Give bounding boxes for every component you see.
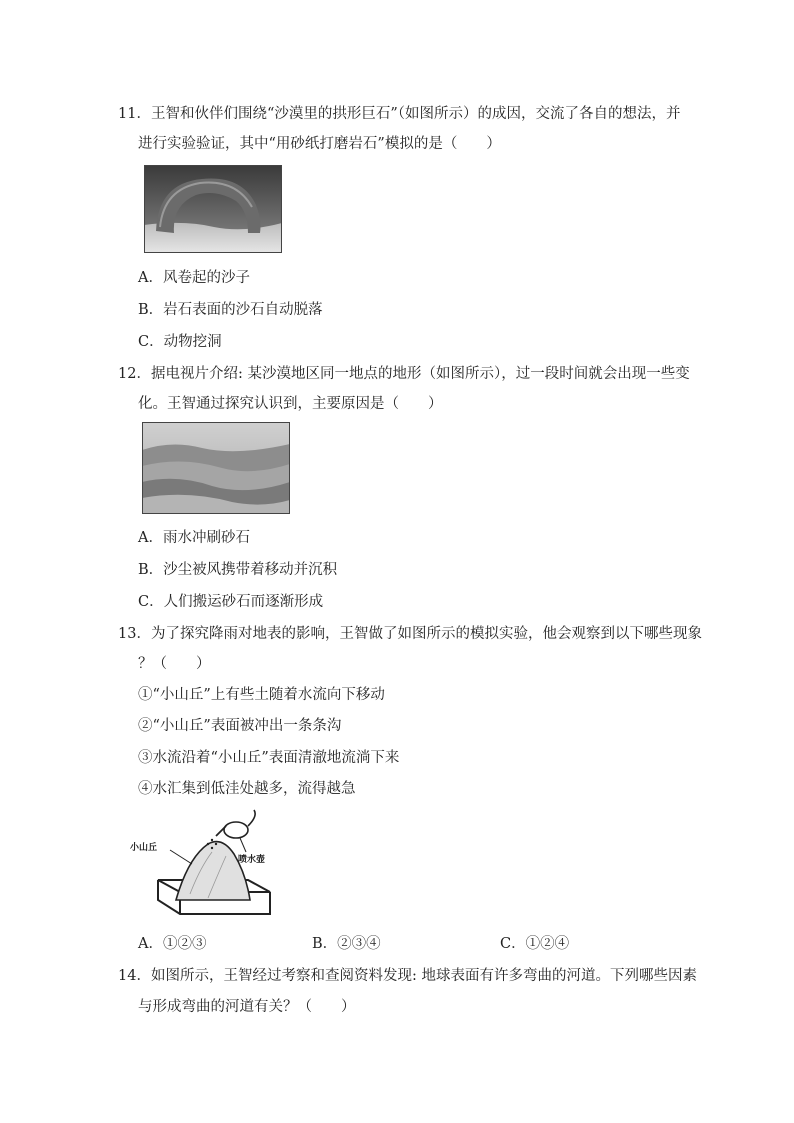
hill-label: 小山丘 <box>130 843 158 853</box>
q13-statement-2: ②“小山丘”表面被冲出一条条沟 <box>138 718 342 734</box>
q13-option-b[interactable]: B．②③④ <box>312 936 381 952</box>
q13-stem-line1: 13．为了探究降雨对地表的影响，王智做了如图所示的模拟实验，他会观察到以下哪些现象 <box>118 626 702 642</box>
q13-experiment-diagram <box>130 808 290 924</box>
q13-statement-1: ①“小山丘”上有些土随着水流向下移动 <box>138 687 385 703</box>
q12-option-b[interactable]: B．沙尘被风携带着移动并沉积 <box>138 562 338 578</box>
q11-option-c[interactable]: C．动物挖洞 <box>138 334 222 350</box>
q12-desert-dunes-photo <box>142 422 290 514</box>
q11-stem-line2: 进行实验验证，其中“用砂纸打磨岩石”模拟的是（ ） <box>138 136 501 152</box>
q13-option-c[interactable]: C．①②④ <box>500 936 570 952</box>
kettle-label: 喷水壶 <box>238 855 266 865</box>
q13-statement-4: ④水汇集到低洼处越多，流得越急 <box>138 781 356 797</box>
q12-option-c[interactable]: C．人们搬运砂石而逐渐形成 <box>138 594 324 610</box>
q12-option-a[interactable]: A．雨水冲刷砂石 <box>138 530 250 546</box>
q11-option-a[interactable]: A．风卷起的沙子 <box>138 270 250 286</box>
q11-stem-line1: 11．王智和伙伴们围绕“沙漠里的拱形巨石”（如图所示）的成因，交流了各自的想法，并 <box>118 106 681 122</box>
q14-stem-line2: 与形成弯曲的河道有关？（ ） <box>138 999 356 1015</box>
q11-option-b[interactable]: B．岩石表面的沙石自动脱落 <box>138 302 323 318</box>
q14-stem-line1: 14．如图所示，王智经过考察和查阅资料发现: 地球表面有许多弯曲的河道。下列哪些因素 <box>118 968 697 984</box>
q13-stem-line2: ？（ ） <box>138 656 211 672</box>
q13-statement-3: ③水流沿着“小山丘”表面清澈地流淌下来 <box>138 750 400 766</box>
q12-stem-line1: 12．据电视片介绍: 某沙漠地区同一地点的地形（如图所示），过一段时间就会出现一些变 <box>118 366 690 382</box>
q11-rock-arch-photo <box>144 165 282 253</box>
q12-stem-line2: 化。王智通过探究认识到，主要原因是（ ） <box>138 396 443 412</box>
q13-option-a[interactable]: A．①②③ <box>138 936 207 952</box>
